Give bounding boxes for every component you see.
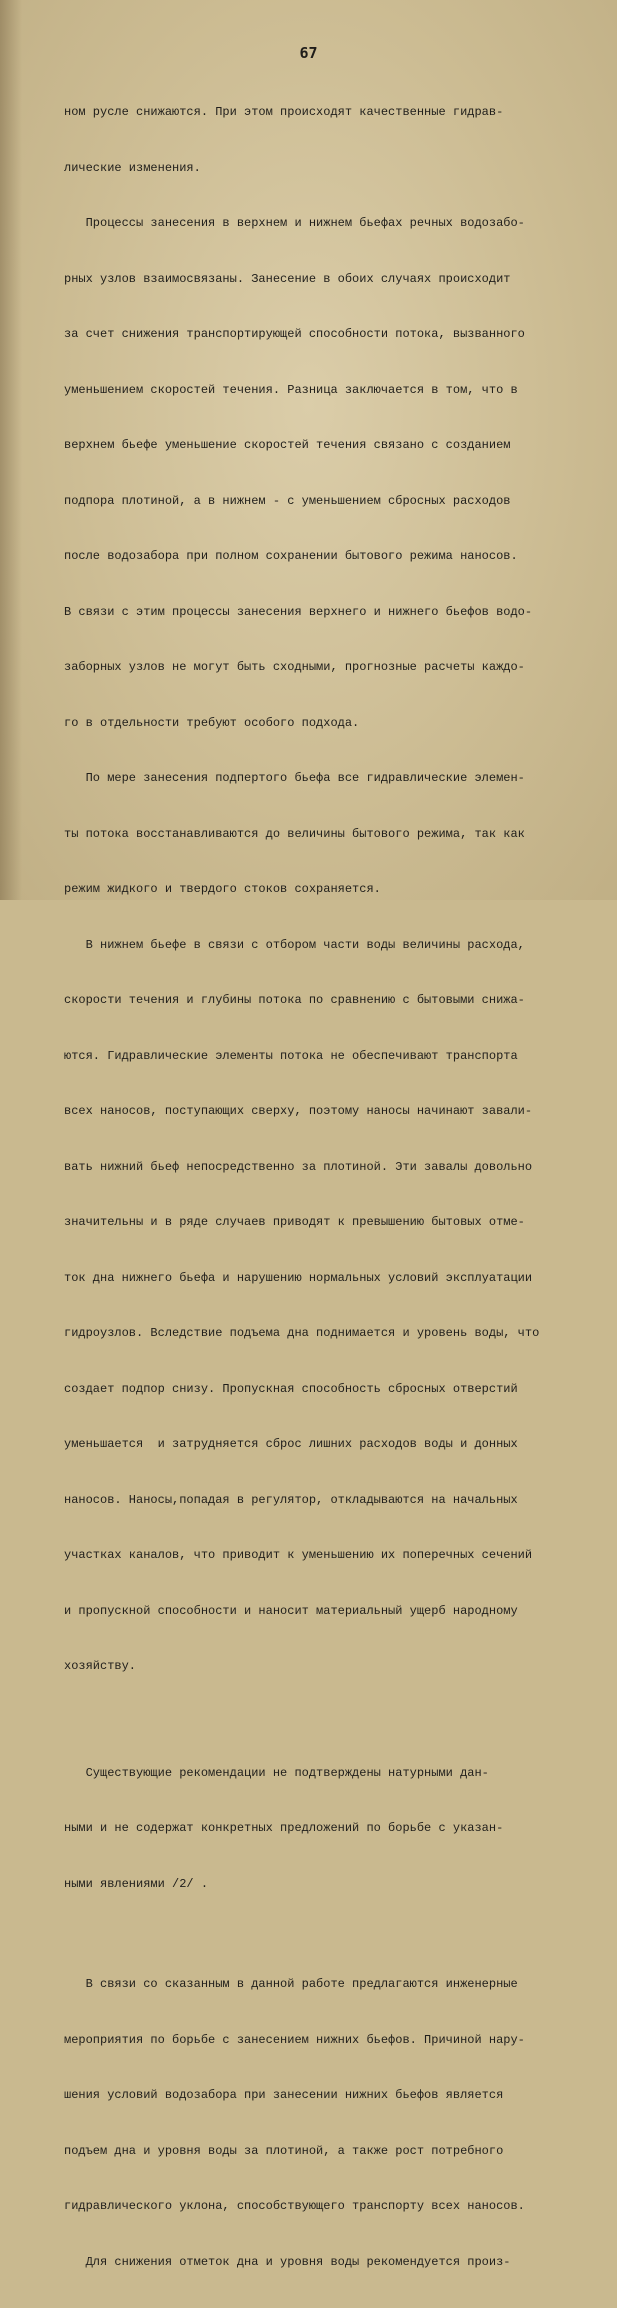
text-line: ток дна нижнего бьефа и нарушению нормальных условий эксплуатации	[64, 1270, 533, 1285]
page-number: 67	[299, 44, 318, 62]
text-line: ными явлениями /2/ .	[64, 1876, 209, 1891]
text-line: В нижнем бьефе в связи с отбором части воды величины расхода,	[64, 937, 525, 952]
text-line: мероприятия по борьбе с занесением нижних бьефов. Причиной нару-	[64, 2032, 525, 2047]
text-line: ются. Гидравлические элементы потока не обеспечивают транспорта	[64, 1048, 518, 1063]
text-line: подпора плотиной, а в нижнем - с уменьшением сбросных расходов	[64, 493, 511, 508]
text-line: заборных узлов не могут быть сходными, прогнозные расчеты каждо-	[64, 660, 525, 674]
text-line: вать нижний бьеф непосредственно за плотиной. Эти завалы довольно	[64, 1159, 533, 1174]
text-line: го в отдельности требуют особого подхода.	[64, 715, 360, 730]
text-line: ными и не содержат конкретных предложений по борьбе с указан-	[64, 1821, 504, 1835]
paragraph-gap	[64, 1930, 564, 1938]
text-line: за счет снижения транспортирующей способности потока, вызванного	[64, 327, 525, 341]
text-line: создает подпор снизу. Пропускная способность сбросных отверстий	[64, 1381, 518, 1396]
page-edge-shadow	[0, 0, 22, 900]
paragraph-gap	[64, 1713, 564, 1727]
text-line: скорости течения и глубины потока по сравнению с бытовыми снижа-	[64, 993, 525, 1007]
text-line: уменьшается и затрудняется сброс лишних расходов воды и донных	[64, 1437, 518, 1451]
text-line: и пропускной способности и наносит материальный ущерб народному	[64, 1603, 518, 1618]
text-line: участках каналов, что приводит к уменьшению их поперечных сечений	[64, 1548, 533, 1562]
text-line: хозяйству.	[64, 1659, 137, 1673]
text-line: В связи с этим процессы занесения верхнего и нижнего бьефов водо-	[64, 604, 533, 619]
text-line: всех наносов, поступающих сверху, поэтому наносы начинают завали-	[64, 1104, 533, 1118]
text-line: режим жидкого и твердого стоков сохраняется.	[64, 882, 381, 896]
text-line: гидроузлов. Вследствие подъема дна поднимается и уровень воды, что	[64, 1326, 540, 1340]
text-line: верхнем бьефе уменьшение скоростей течения связано с созданием	[64, 438, 511, 452]
text-line: шения условий водозабора при занесении нижних бьефов является	[64, 2088, 504, 2102]
text-line: Существующие рекомендации не подтверждены натурными дан-	[64, 1765, 489, 1780]
text-line: подъем дна и уровня воды за плотиной, а также рост потребного	[64, 2143, 504, 2158]
text-line: По мере занесения подпертого бьефа все гидравлические элемен-	[64, 771, 525, 785]
text-line: уменьшением скоростей течения. Разница заключается в том, что в	[64, 382, 518, 397]
text-line: гидравлического уклона, способствующего транспорту всех наносов.	[64, 2199, 525, 2213]
text-line: ты потока восстанавливаются до величины бытового режима, так как	[64, 826, 525, 841]
text-line: Процессы занесения в верхнем и нижнем бьефах речных водозабо-	[64, 216, 525, 230]
text-line: В связи со сказанным в данной работе предлагаются инженерные	[64, 1977, 518, 1991]
text-line: наносов. Наносы,попадая в регулятор, откладываются на начальных	[64, 1492, 518, 1507]
text-line: лические изменения.	[64, 160, 201, 175]
text-line: значительны и в ряде случаев приводят к превышению бытовых отме-	[64, 1215, 525, 1229]
text-line: Для снижения отметок дна и уровня воды рекомендуется произ-	[64, 2254, 511, 2269]
body-text	[64, 66, 564, 2308]
text-line: ном русле снижаются. При этом происходят качественные гидрав-	[64, 105, 504, 119]
text-line: рных узлов взаимосвязаны. Занесение в обоих случаях происходит	[64, 271, 511, 286]
text-line: после водозабора при полном сохранении бытового режима наносов.	[64, 549, 518, 563]
